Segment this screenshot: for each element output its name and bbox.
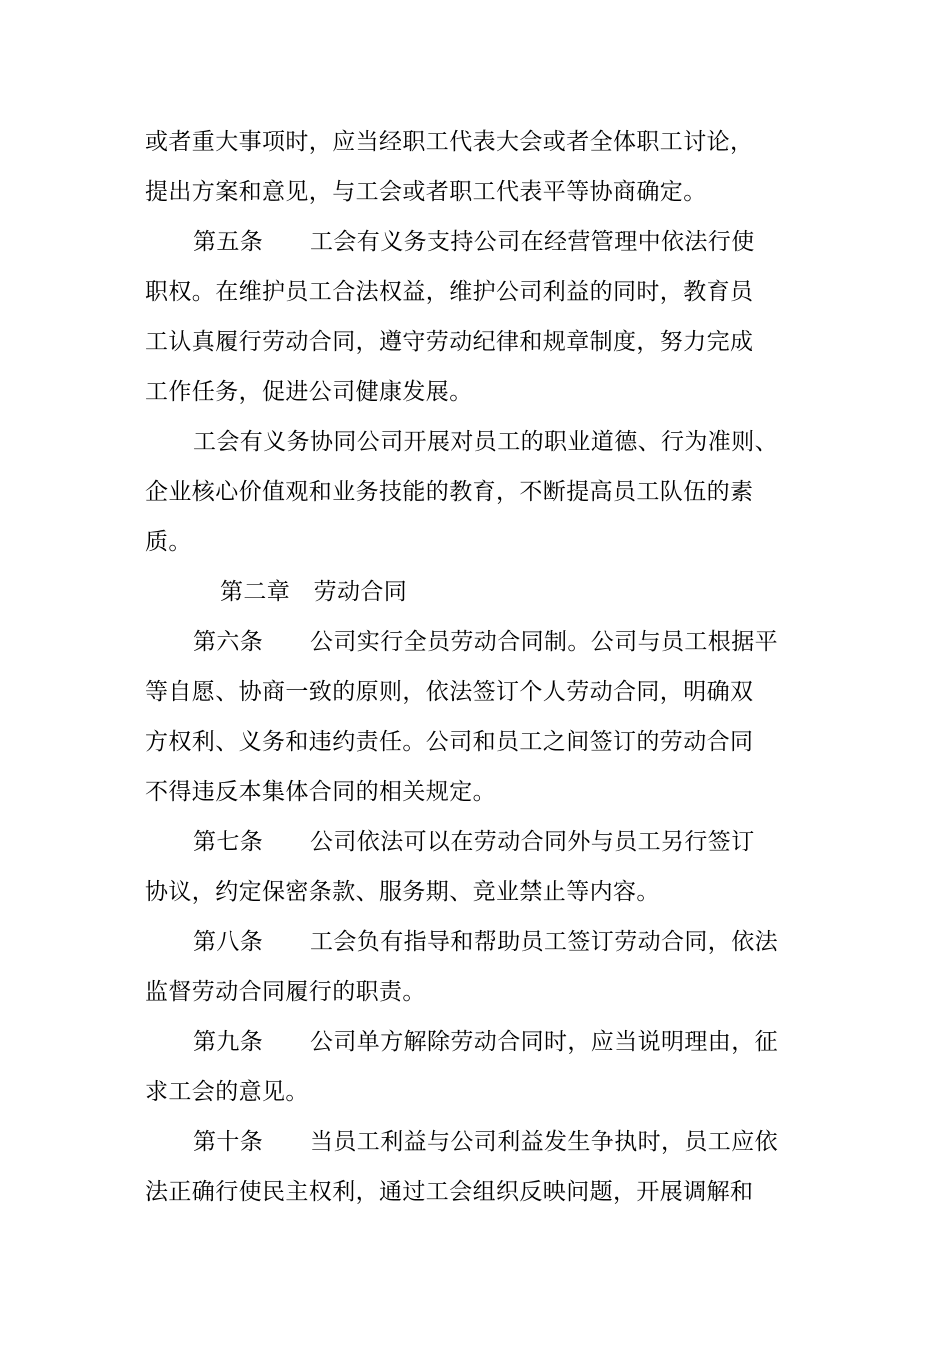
text-line: 方权利、义务和违约责任。公司和员工之间签订的劳动合同 (145, 729, 754, 755)
article-8-start: 第八条 工会负有指导和帮助员工签订劳动合同，依法 (193, 929, 778, 955)
text-line: 等自愿、协商一致的原则，依法签订个人劳动合同，明确双 (145, 679, 754, 705)
text-line: 求工会的意见。 (145, 1079, 309, 1105)
article-10-start: 第十条 当员工利益与公司利益发生争执时，员工应依 (193, 1129, 778, 1155)
text-line: 不得违反本集体合同的相关规定。 (145, 779, 496, 805)
article-5-start: 第五条 工会有义务支持公司在经营管理中依法行使 (193, 229, 755, 255)
text-line: 或者重大事项时，应当经职工代表大会或者全体职工讨论， (145, 129, 754, 155)
paragraph-start: 工会有义务协同公司开展对员工的职业道德、行为准则、 (193, 429, 778, 455)
article-6-start: 第六条 公司实行全员劳动合同制。公司与员工根据平 (193, 629, 778, 655)
text-line: 职权。在维护员工合法权益，维护公司利益的同时，教育员 (145, 279, 754, 305)
text-line: 协议，约定保密条款、服务期、竞业禁止等内容。 (145, 879, 660, 905)
text-line: 工作任务，促进公司健康发展。 (145, 379, 473, 405)
text-line: 提出方案和意见，与工会或者职工代表平等协商确定。 (145, 179, 707, 205)
text-line: 企业核心价值观和业务技能的教育，不断提高员工队伍的素 (145, 479, 754, 505)
article-7-start: 第七条 公司依法可以在劳动合同外与员工另行签订 (193, 829, 755, 855)
text-line: 工认真履行劳动合同，遵守劳动纪律和规章制度，努力完成 (145, 329, 754, 355)
chapter-heading: 第二章 劳动合同 (220, 579, 408, 605)
text-line: 法正确行使民主权利，通过工会组织反映问题，开展调解和 (145, 1179, 754, 1205)
text-line: 质。 (145, 529, 192, 555)
article-9-start: 第九条 公司单方解除劳动合同时，应当说明理由，征 (193, 1029, 778, 1055)
text-line: 监督劳动合同履行的职责。 (145, 979, 426, 1005)
